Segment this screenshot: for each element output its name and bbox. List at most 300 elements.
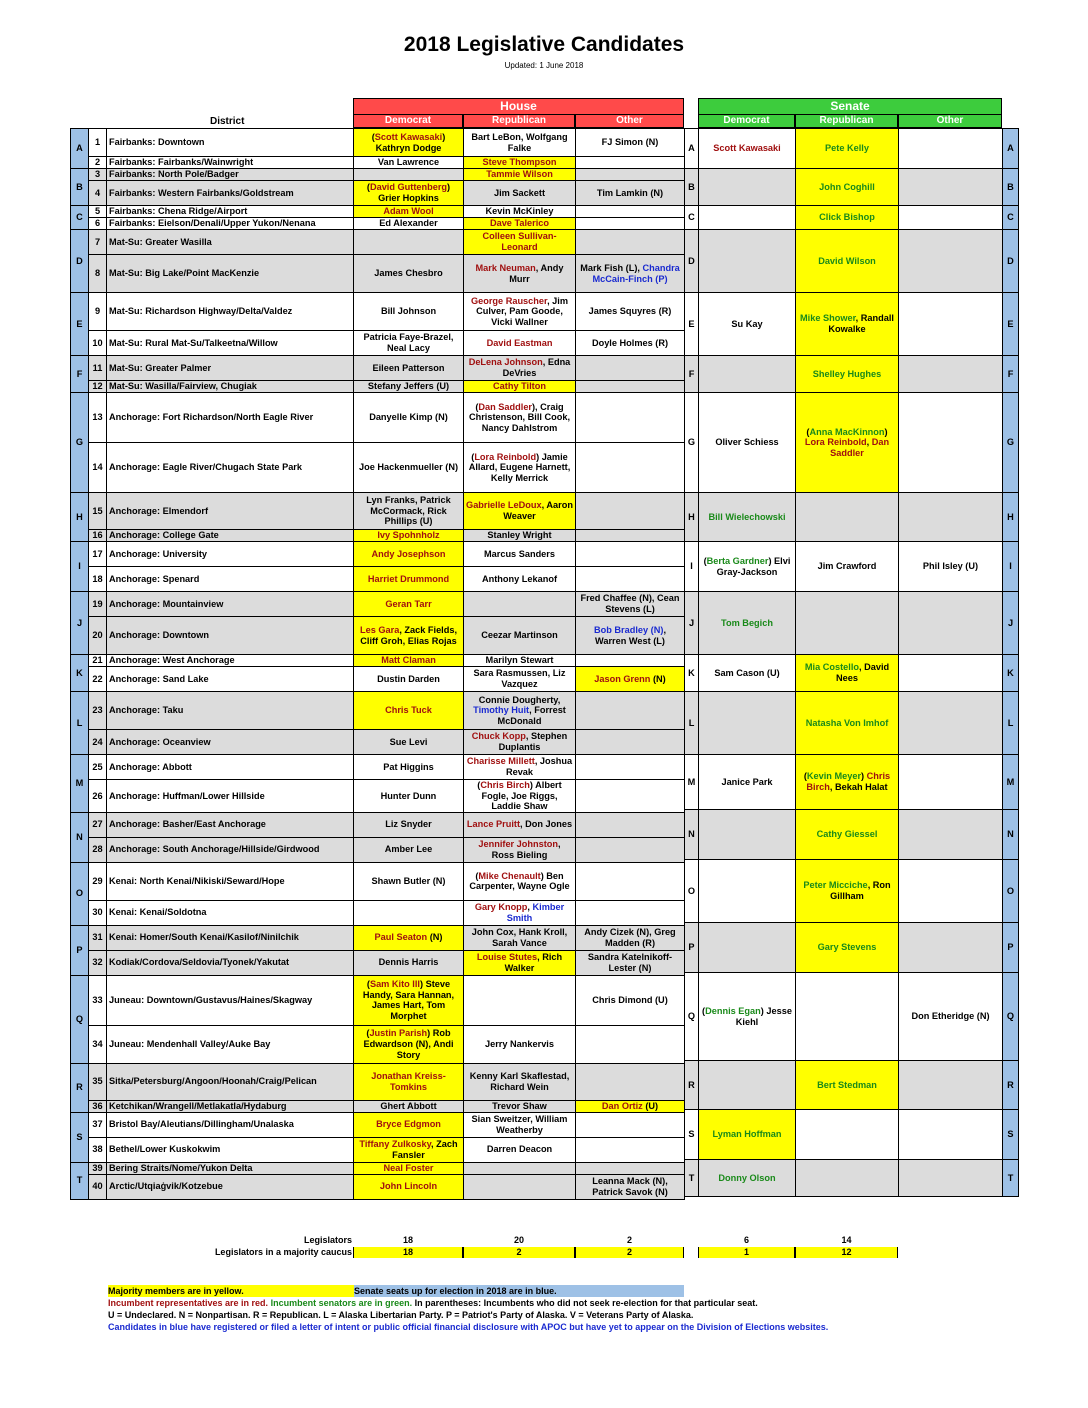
senate-seat-letter: I <box>685 542 699 592</box>
table-row <box>71 157 685 169</box>
district-name: Bethel/Lower Kuskokwim <box>107 1137 354 1162</box>
senate-seat-letter: A <box>685 129 699 169</box>
senate-seat-letter: Q <box>685 973 699 1061</box>
senate-seat-letter: H <box>71 493 89 542</box>
house-rep-candidates: Anthony Lekanof <box>464 567 576 592</box>
house-rep-candidates: Ceezar Martinson <box>464 617 576 655</box>
house-dem-candidates: Andy Josephson <box>354 542 464 567</box>
table-row <box>71 542 685 567</box>
senate-seat-letter: J <box>685 592 699 655</box>
district-number: 25 <box>89 755 107 780</box>
house-rep-candidates: John Cox, Hank Kroll, Sarah Vance <box>464 925 576 950</box>
senate-rep-candidates: Bert Stedman <box>796 1061 899 1110</box>
house-oth-majority: 2 <box>575 1247 684 1258</box>
house-rep-header: Republican <box>463 114 575 128</box>
district-number: 26 <box>89 780 107 813</box>
senate-oth-candidates <box>899 129 1003 169</box>
senate-dem-candidates: Donny Olson <box>699 1160 796 1197</box>
table-row <box>71 655 685 667</box>
district-name: Anchorage: Huffman/Lower Hillside <box>107 780 354 813</box>
table-row <box>71 925 685 950</box>
senate-dem-candidates: Sam Cason (U) <box>699 655 796 692</box>
district-name: Sitka/Petersburg/Angoon/Hoonah/Craig/Pelican <box>107 1063 354 1100</box>
district-name: Fairbanks: Downtown <box>107 129 354 157</box>
house-dem-candidates: Stefany Jeffers (U) <box>354 381 464 393</box>
district-header: District <box>210 116 245 127</box>
senate-rep-candidates: Mia Costello, David Nees <box>796 655 899 692</box>
house-dem-candidates: Dustin Darden <box>354 667 464 692</box>
senate-seat-letter: E <box>685 293 699 356</box>
table-row <box>71 950 685 975</box>
house-oth-candidates <box>576 1112 685 1137</box>
house-table <box>70 128 685 1200</box>
senate-dem-candidates: Su Kay <box>699 293 796 356</box>
house-oth-candidates: FJ Simon (N) <box>576 129 685 157</box>
district-number: 2 <box>89 157 107 169</box>
house-dem-candidates: Paul Seaton (N) <box>354 925 464 950</box>
senate-rep-candidates: Click Bishop <box>796 206 899 230</box>
house-oth-candidates <box>576 393 685 443</box>
house-rep-candidates <box>464 592 576 617</box>
senate-oth-candidates <box>899 860 1003 923</box>
senate-seat-letter: Q <box>71 975 89 1063</box>
senate-row <box>685 230 1019 255</box>
senate-rep-candidates: Shelley Hughes <box>796 356 899 393</box>
house-dem-candidates: Jonathan Kreiss-Tomkins <box>354 1063 464 1100</box>
district-name: Juneau: Downtown/Gustavus/Haines/Skagway <box>107 975 354 1025</box>
house-oth-candidates <box>576 692 685 730</box>
legend-parties: U = Undeclared. N = Nonpartisan. R = Republican. L = Alaska Libertarian Party. P = Patriot's Party of Alaska. V = Veterans Party of Alaska. <box>108 1310 694 1320</box>
senate-oth-candidates <box>899 293 1003 356</box>
district-number: 12 <box>89 381 107 393</box>
district-number: 14 <box>89 443 107 493</box>
house-dem-candidates: Tiffany Zulkosky, Zach Fansler <box>354 1137 464 1162</box>
house-oth-candidates <box>576 530 685 542</box>
senate-dem-candidates <box>699 1061 796 1110</box>
district-number: 3 <box>89 169 107 181</box>
legend-paren: In parentheses: Incumbents who did not seek re-election for that particular seat. <box>414 1298 758 1308</box>
senate-seat-letter-right: N <box>1003 810 1019 860</box>
house-rep-candidates: Marcus Sanders <box>464 542 576 567</box>
senate-oth-candidates <box>899 923 1003 973</box>
senate-dem-header: Democrat <box>698 114 795 128</box>
table-row <box>71 667 685 692</box>
house-dem-candidates: Ghert Abbott <box>354 1100 464 1112</box>
senate-row <box>685 1061 1019 1098</box>
senate-row <box>685 129 1019 157</box>
house-dem-candidates: James Chesbro <box>354 255 464 293</box>
senate-row <box>685 393 1019 443</box>
senate-rep-candidates: Jim Crawford <box>796 542 899 592</box>
senate-oth-candidates <box>899 1061 1003 1110</box>
house-rep-candidates <box>464 1162 576 1174</box>
house-dem-candidates: Sue Levi <box>354 730 464 755</box>
house-oth-candidates: Jason Grenn (N) <box>576 667 685 692</box>
house-oth-candidates: Chris Dimond (U) <box>576 975 685 1025</box>
senate-rep-total: 14 <box>841 1235 852 1245</box>
senate-row <box>685 592 1019 617</box>
senate-dem-candidates <box>699 692 796 755</box>
house-oth-candidates: Dan Ortiz (U) <box>576 1100 685 1112</box>
house-rep-candidates: Connie Dougherty, Timothy Huit, Forrest McDonald <box>464 692 576 730</box>
house-dem-candidates <box>354 169 464 181</box>
senate-table <box>684 128 1019 1197</box>
table-row <box>71 530 685 542</box>
table-row <box>71 493 685 530</box>
house-dem-candidates: Shawn Butler (N) <box>354 862 464 900</box>
district-name: Anchorage: West Anchorage <box>107 655 354 667</box>
table-row <box>71 1112 685 1137</box>
house-dem-candidates: Hunter Dunn <box>354 780 464 813</box>
senate-rep-candidates: John Coghill <box>796 169 899 206</box>
senate-oth-candidates <box>899 810 1003 860</box>
house-dem-candidates: Pat Higgins <box>354 755 464 780</box>
senate-rep-candidates: Mike Shower, Randall Kowalke <box>796 293 899 356</box>
majority-label: Legislators in a majority caucus <box>214 1247 352 1257</box>
house-dem-total: 18 <box>402 1235 413 1245</box>
district-number: 23 <box>89 692 107 730</box>
district-name: Anchorage: Basher/East Anchorage <box>107 812 354 837</box>
senate-seat-letter-right: I <box>1003 542 1019 592</box>
house-oth-candidates <box>576 218 685 230</box>
senate-dem-candidates: Tom Begich <box>699 592 796 655</box>
senate-dem-candidates <box>699 169 796 206</box>
senate-seat-letter: M <box>71 755 89 813</box>
house-oth-candidates <box>576 567 685 592</box>
house-rep-candidates: Jennifer Johnston, Ross Bieling <box>464 837 576 862</box>
house-oth-candidates <box>576 812 685 837</box>
house-rep-candidates: Kenny Karl Skaflestad, Richard Wein <box>464 1063 576 1100</box>
district-number: 28 <box>89 837 107 862</box>
district-number: 13 <box>89 393 107 443</box>
district-name: Mat-Su: Wasilla/Fairview, Chugiak <box>107 381 354 393</box>
house-rep-majority: 2 <box>463 1247 575 1258</box>
senate-rep-candidates <box>796 493 899 542</box>
district-name: Anchorage: University <box>107 542 354 567</box>
senate-seat-letter: F <box>71 356 89 393</box>
house-rep-candidates: Sara Rasmussen, Liz Vazquez <box>464 667 576 692</box>
senate-seat-letter: K <box>71 655 89 692</box>
district-number: 6 <box>89 218 107 230</box>
senate-dem-candidates <box>699 230 796 293</box>
district-number: 5 <box>89 206 107 218</box>
house-oth-candidates <box>576 1063 685 1100</box>
house-oth-candidates: Sandra Katelnikoff-Lester (N) <box>576 950 685 975</box>
senate-dem-candidates <box>699 356 796 393</box>
house-rep-candidates: (Dan Saddler), Craig Christenson, Bill Cook, Nancy Dahlstrom <box>464 393 576 443</box>
senate-dem-total: 6 <box>743 1235 749 1245</box>
table-row <box>71 1025 685 1063</box>
senate-seat-letter: C <box>685 206 699 230</box>
senate-seat-letter-right: R <box>1003 1061 1019 1110</box>
senate-seat-letter: F <box>685 356 699 393</box>
house-dem-candidates: (Justin Parish) Rob Edwardson (N), Andi Story <box>354 1025 464 1063</box>
house-rep-candidates: Jim Sackett <box>464 181 576 206</box>
house-oth-candidates <box>576 655 685 667</box>
house-rep-candidates: Jerry Nankervis <box>464 1025 576 1063</box>
senate-dem-candidates: Lyman Hoffman <box>699 1110 796 1160</box>
district-number: 32 <box>89 950 107 975</box>
senate-seat-letter-right: T <box>1003 1160 1019 1197</box>
senate-seat-letter-right: M <box>1003 755 1019 810</box>
house-rep-candidates: David Eastman <box>464 331 576 356</box>
district-number: 11 <box>89 356 107 381</box>
district-name: Anchorage: Taku <box>107 692 354 730</box>
house-dem-candidates: Adam Wool <box>354 206 464 218</box>
senate-seat-letter: H <box>685 493 699 542</box>
senate-seat-letter: L <box>685 692 699 755</box>
senate-seat-letter-right: B <box>1003 169 1019 206</box>
senate-seat-letter-right: A <box>1003 129 1019 169</box>
district-name: Ketchikan/Wrangell/Metlakatla/Hydaburg <box>107 1100 354 1112</box>
house-dem-candidates: Bill Johnson <box>354 293 464 331</box>
senate-row <box>685 493 1019 530</box>
district-name: Fairbanks: Chena Ridge/Airport <box>107 206 354 218</box>
table-row <box>71 755 685 780</box>
house-oth-candidates <box>576 542 685 567</box>
table-row <box>71 812 685 837</box>
district-name: Fairbanks: Western Fairbanks/Goldstream <box>107 181 354 206</box>
senate-row <box>685 293 1019 331</box>
district-number: 1 <box>89 129 107 157</box>
senate-dem-candidates <box>699 923 796 973</box>
house-header: House <box>353 98 684 114</box>
district-number: 8 <box>89 255 107 293</box>
senate-oth-candidates: Don Etheridge (N) <box>899 973 1003 1061</box>
house-oth-header: Other <box>575 114 684 128</box>
district-name: Anchorage: College Gate <box>107 530 354 542</box>
senate-rep-candidates: Pete Kelly <box>796 129 899 169</box>
district-name: Juneau: Mendenhall Valley/Auke Bay <box>107 1025 354 1063</box>
house-rep-total: 20 <box>513 1235 524 1245</box>
legend-blue-note: Candidates in blue have registered or filed a letter of intent or public official financial disclosure with APOC but have yet to appear on the Division of Elections websites. <box>108 1322 829 1332</box>
senate-seat-letter: S <box>685 1110 699 1160</box>
house-oth-candidates <box>576 169 685 181</box>
senate-seat-letter: N <box>685 810 699 860</box>
district-number: 7 <box>89 230 107 255</box>
senate-oth-candidates <box>899 356 1003 393</box>
house-rep-candidates: Steve Thompson <box>464 157 576 169</box>
house-oth-candidates <box>576 1137 685 1162</box>
senate-oth-candidates <box>899 1110 1003 1160</box>
house-dem-header: Democrat <box>353 114 463 128</box>
senate-seat-letter: I <box>71 542 89 592</box>
table-row <box>71 331 685 356</box>
senate-seat-letter: G <box>71 393 89 493</box>
senate-row <box>685 755 1019 780</box>
district-number: 15 <box>89 493 107 530</box>
house-oth-candidates <box>576 206 685 218</box>
district-name: Kenai: Kenai/Soldotna <box>107 900 354 925</box>
house-oth-candidates <box>576 1025 685 1063</box>
senate-rep-candidates <box>796 973 899 1061</box>
house-rep-candidates: Kevin McKinley <box>464 206 576 218</box>
district-number: 21 <box>89 655 107 667</box>
table-row <box>71 1100 685 1112</box>
house-oth-candidates <box>576 230 685 255</box>
district-name: Kodiak/Cordova/Seldovia/Tyonek/Yakutat <box>107 950 354 975</box>
senate-seat-letter-right: E <box>1003 293 1019 356</box>
house-dem-candidates: Dennis Harris <box>354 950 464 975</box>
house-dem-candidates: Les Gara, Zack Fields, Cliff Groh, Elias Rojas <box>354 617 464 655</box>
senate-seat-letter-right: D <box>1003 230 1019 293</box>
senate-oth-candidates <box>899 755 1003 810</box>
district-number: 20 <box>89 617 107 655</box>
district-number: 35 <box>89 1063 107 1100</box>
district-name: Mat-Su: Greater Wasilla <box>107 230 354 255</box>
senate-rep-candidates: Peter Micciche, Ron Gillham <box>796 860 899 923</box>
district-number: 16 <box>89 530 107 542</box>
house-oth-candidates <box>576 157 685 169</box>
house-rep-candidates: Chuck Kopp, Stephen Duplantis <box>464 730 576 755</box>
district-number: 31 <box>89 925 107 950</box>
house-dem-candidates: (David Guttenberg) Grier Hopkins <box>354 181 464 206</box>
senate-oth-candidates <box>899 493 1003 542</box>
senate-oth-candidates <box>899 230 1003 293</box>
senate-seat-letter-right: O <box>1003 860 1019 923</box>
house-dem-candidates <box>354 230 464 255</box>
house-rep-candidates <box>464 1174 576 1199</box>
district-number: 22 <box>89 667 107 692</box>
house-oth-candidates <box>576 837 685 862</box>
senate-seat-letter: S <box>71 1112 89 1162</box>
house-oth-candidates <box>576 356 685 381</box>
house-rep-candidates: DeLena Johnson, Edna DeVries <box>464 356 576 381</box>
house-oth-candidates: Tim Lamkin (N) <box>576 181 685 206</box>
senate-rep-candidates <box>796 1110 899 1160</box>
senate-oth-candidates <box>899 692 1003 755</box>
district-number: 34 <box>89 1025 107 1063</box>
senate-header: Senate <box>698 98 1002 114</box>
table-row <box>71 1063 685 1100</box>
table-row <box>71 692 685 730</box>
district-number: 9 <box>89 293 107 331</box>
senate-oth-candidates <box>899 1160 1003 1197</box>
house-dem-candidates: Chris Tuck <box>354 692 464 730</box>
senate-seat-letter-right: H <box>1003 493 1019 542</box>
house-rep-candidates: Sian Sweitzer, William Weatherby <box>464 1112 576 1137</box>
house-rep-candidates: Dave Talerico <box>464 218 576 230</box>
table-row <box>71 443 685 493</box>
senate-oth-candidates <box>899 592 1003 655</box>
senate-seat-letter: O <box>685 860 699 923</box>
senate-seat-letter: R <box>71 1063 89 1112</box>
house-oth-candidates <box>576 1162 685 1174</box>
senate-oth-candidates <box>899 393 1003 493</box>
senate-seat-letter: G <box>685 393 699 493</box>
senate-dem-candidates <box>699 810 796 860</box>
district-name: Anchorage: Spenard <box>107 567 354 592</box>
senate-row <box>685 973 1019 1023</box>
senate-oth-candidates <box>899 655 1003 692</box>
district-number: 38 <box>89 1137 107 1162</box>
senate-oth-header: Other <box>898 114 1002 128</box>
house-rep-candidates: Stanley Wright <box>464 530 576 542</box>
house-rep-candidates: (Lora Reinbold) Jamie Allard, Eugene Harnett, Kelly Merrick <box>464 443 576 493</box>
senate-dem-candidates: Oliver Schiess <box>699 393 796 493</box>
table-row <box>71 862 685 900</box>
table-row <box>71 255 685 293</box>
district-name: Anchorage: South Anchorage/Hillside/Girdwood <box>107 837 354 862</box>
table-row <box>71 218 685 230</box>
senate-seat-letter-right: F <box>1003 356 1019 393</box>
house-oth-candidates <box>576 443 685 493</box>
senate-seat-letter: L <box>71 692 89 755</box>
house-rep-candidates: Marilyn Stewart <box>464 655 576 667</box>
senate-seat-letter: T <box>685 1160 699 1197</box>
senate-rep-candidates: Natasha Von Imhof <box>796 692 899 755</box>
house-dem-candidates: Amber Lee <box>354 837 464 862</box>
senate-seat-letter: T <box>71 1162 89 1199</box>
legend-blue: Senate seats up for election in 2018 are in blue. <box>354 1285 684 1297</box>
house-rep-candidates: Gary Knopp, Kimber Smith <box>464 900 576 925</box>
district-name: Anchorage: Downtown <box>107 617 354 655</box>
senate-seat-letter: B <box>685 169 699 206</box>
table-row <box>71 293 685 331</box>
house-oth-total: 2 <box>626 1235 632 1245</box>
updated-date: Updated: 1 June 2018 <box>504 61 584 70</box>
table-row <box>71 393 685 443</box>
house-dem-candidates: (Scott Kawasaki) Kathryn Dodge <box>354 129 464 157</box>
table-row <box>71 356 685 381</box>
senate-row <box>685 542 1019 567</box>
legend-red: Incumbent representatives are in red. <box>108 1298 269 1308</box>
district-name: Anchorage: Oceanview <box>107 730 354 755</box>
house-rep-candidates: (Chris Birch) Albert Fogle, Joe Riggs, Laddie Shaw <box>464 780 576 813</box>
district-number: 39 <box>89 1162 107 1174</box>
senate-dem-candidates: (Dennis Egan) Jesse Kiehl <box>699 973 796 1061</box>
senate-seat-letter: N <box>71 812 89 862</box>
house-dem-candidates: Harriet Drummond <box>354 567 464 592</box>
house-rep-candidates: Trevor Shaw <box>464 1100 576 1112</box>
district-number: 33 <box>89 975 107 1025</box>
house-oth-candidates <box>576 900 685 925</box>
house-oth-candidates <box>576 381 685 393</box>
senate-row <box>685 810 1019 835</box>
senate-row <box>685 1110 1019 1135</box>
house-oth-candidates <box>576 730 685 755</box>
house-rep-candidates: Darren Deacon <box>464 1137 576 1162</box>
senate-seat-letter: A <box>71 129 89 169</box>
senate-oth-candidates <box>899 169 1003 206</box>
senate-dem-candidates: (Berta Gardner) Elvi Gray-Jackson <box>699 542 796 592</box>
table-row <box>71 129 685 157</box>
legislators-label: Legislators <box>303 1235 352 1245</box>
table-row <box>71 1162 685 1174</box>
house-rep-candidates: Gabrielle LeDoux, Aaron Weaver <box>464 493 576 530</box>
senate-row <box>685 1160 1019 1172</box>
house-oth-candidates <box>576 780 685 813</box>
senate-dem-majority: 1 <box>698 1247 795 1258</box>
district-name: Fairbanks: North Pole/Badger <box>107 169 354 181</box>
senate-oth-candidates: Phil Isley (U) <box>899 542 1003 592</box>
house-oth-candidates: Leanna Mack (N), Patrick Savok (N) <box>576 1174 685 1199</box>
table-row <box>71 837 685 862</box>
house-dem-candidates <box>354 900 464 925</box>
house-rep-candidates <box>464 975 576 1025</box>
district-name: Anchorage: Fort Richardson/North Eagle River <box>107 393 354 443</box>
senate-rep-candidates: (Anna MacKinnon) Lora Reinbold, Dan Saddler <box>796 393 899 493</box>
senate-dem-candidates: Bill Wielechowski <box>699 493 796 542</box>
house-dem-candidates: Neal Foster <box>354 1162 464 1174</box>
table-row <box>71 617 685 655</box>
district-name: Fairbanks: Eielson/Denali/Upper Yukon/Nenana <box>107 218 354 230</box>
district-number: 40 <box>89 1174 107 1199</box>
senate-seat-letter-right: G <box>1003 393 1019 493</box>
district-name: Mat-Su: Rural Mat-Su/Talkeetna/Willow <box>107 331 354 356</box>
house-rep-candidates: Charisse Millett, Joshua Revak <box>464 755 576 780</box>
table-row <box>71 381 685 393</box>
